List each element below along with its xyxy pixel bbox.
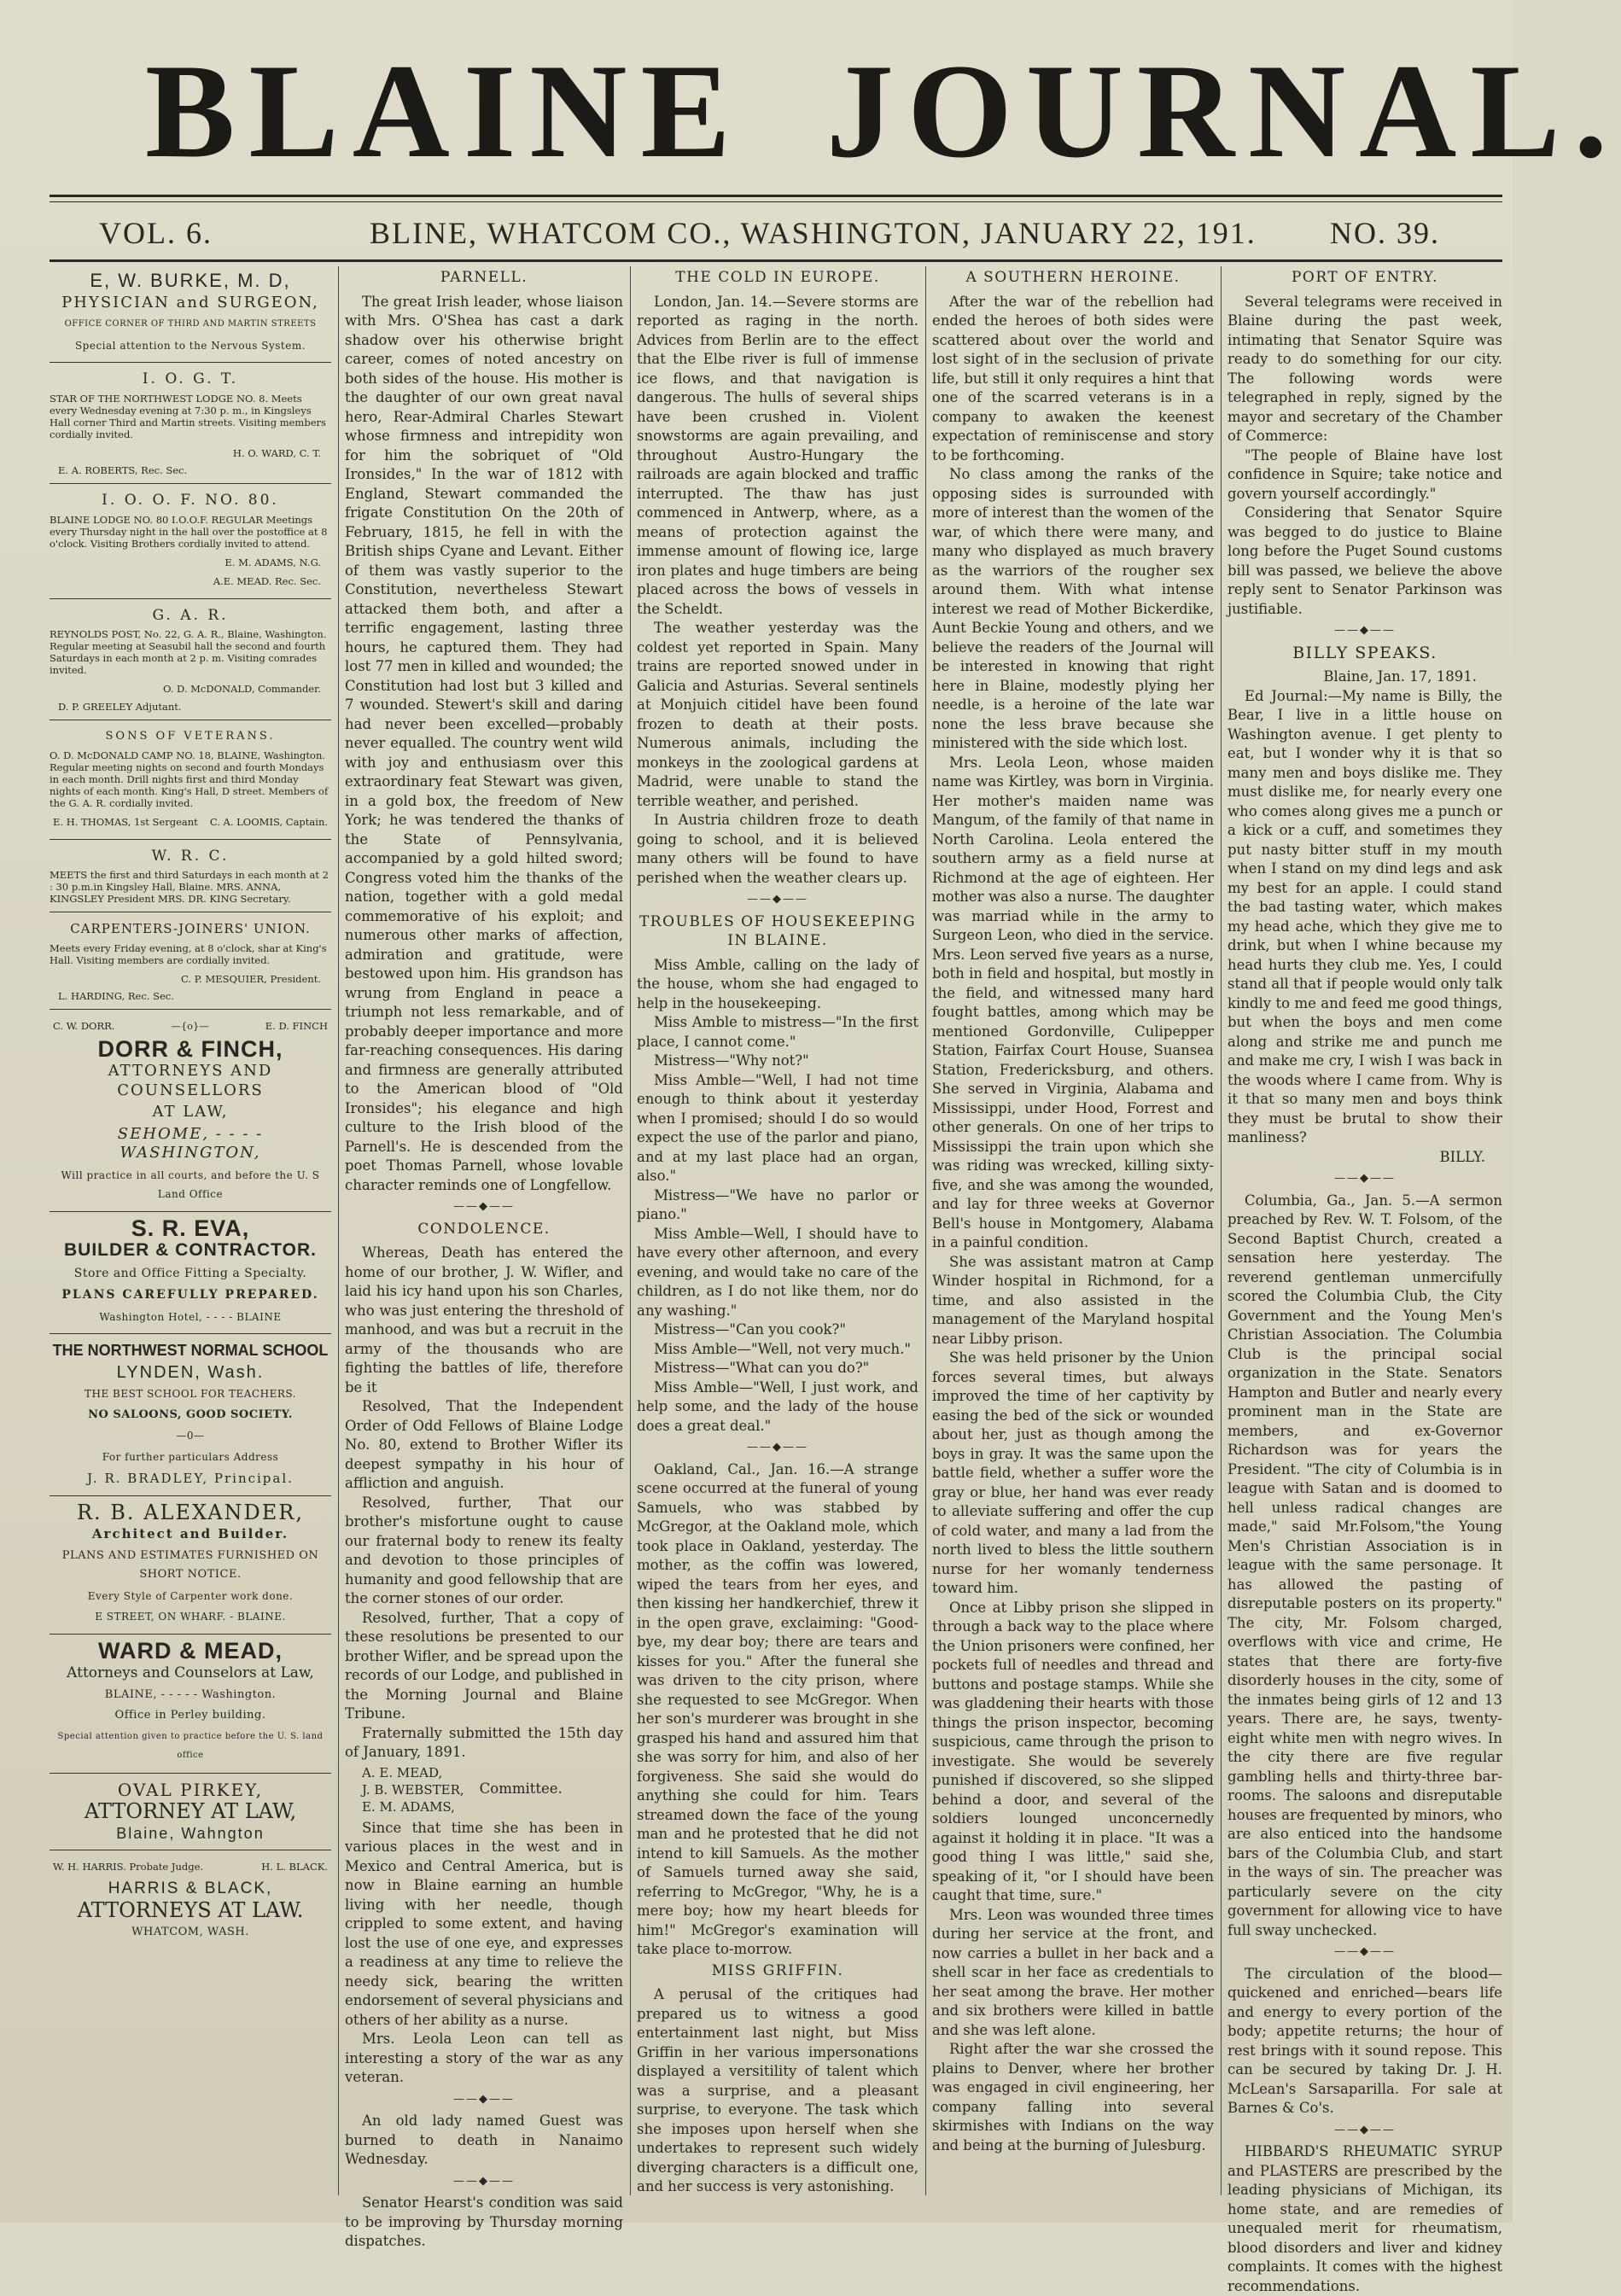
column-parnell (345, 266, 624, 2249)
housekeeping-p4: Miss Amble—"Well, I had not time enough to think about it yesterday when I promised; should I do so would expect the use of the parlor and piano, and at my last place had an organ, also." (637, 1071, 918, 1184)
cju-secretary: L. HARDING, Rec. Sec. (58, 990, 174, 1002)
leon-continued: Since that time she has been in various places in the west and in Mexico and Central America, but is now in Blaine earning an humble living with her needle, though crippled to some extent, and having lost the use of one eye, and expresses a readiness at any time to relieve the needy sick, bearing the written endorsement of several physicians and others of her ability as a nurse. (345, 1819, 623, 2028)
ad-alexander (50, 1500, 331, 1635)
column-europe (637, 266, 918, 2195)
ornament-rule: ——◆—— (453, 1200, 515, 1213)
signature: J. B. WEBSTER, (362, 1781, 464, 1798)
parnell-heading: PARNELL. (440, 269, 528, 286)
harris-black-title: ATTORNEYS AT LAW. (77, 1898, 304, 1922)
ad-pirkey (50, 1780, 331, 1851)
heroine-p7: Mrs. Leon was wounded three times during her service at the front, and now carries a bullet in her back and a shell scar in her face as credentials to her seat among the brave. Her mother and six brothers were killed in battle and she was left alone. (932, 1906, 1214, 2038)
nns-principal: J. R. BRADLEY, Principal. (87, 1471, 294, 1486)
signature: A. E. MEAD, (362, 1764, 443, 1780)
housekeeping-p6: Miss Amble—Well, I should have to have every other afternoon, and every evening, and would take no care of the children, as I do not like them, nor do any washing." (637, 1225, 918, 1319)
burke-title: PHYSICIAN and SURGEON, (61, 293, 319, 312)
ad-dorr-finch (50, 1035, 331, 1212)
condolence-p5: Fraternally submitted the 15th day of January, 1891. (345, 1724, 623, 1760)
iogt-secretary: E. A. ROBERTS, Rec. Sec. (58, 464, 188, 476)
nns-further: For further particulars Address (102, 1450, 279, 1463)
divider (50, 1773, 331, 1774)
divider (50, 598, 331, 599)
housekeeping-p8: Miss Amble—"Well, not very much." (654, 1340, 911, 1357)
column-separator (925, 266, 926, 2195)
iogt-signature: H. O. WARD, C. T. (232, 446, 321, 459)
heroine-p1: After the war of the rebellion had ended the heroes of both sides were scattered about over the world and lost sight of in the seclusion of private life, but still it only requires a hint that one of the scarred veterans is in a company to awaken the keenest expectation of reminiscense and story to be forthcoming. (932, 293, 1214, 463)
eva-line: Store and Office Fitting a Specialty. (73, 1266, 307, 1280)
heroine-p5: She was held prisoner by the Union forces several times, but always improved the time of her captivity by easing the bed of the sick or wounded about her, just as though among the boys in gray. It was the same upon the battle field, whether a suffer wore the gray or blue, her hand was ever ready to alleviate suffering and offer the cup of cold water, and many a lad from the north lived to bless the little southern nurse for her womanly tenderness toward him. (932, 1349, 1214, 1596)
nns-title: THE NORTHWEST NORMAL SCHOOL (52, 1342, 329, 1359)
ornament: —{o}— (171, 1020, 209, 1032)
nanaimo-item: An old lady named Guest was burned to death in Nanaimo Wednesday. (345, 2112, 623, 2167)
columbia-item: Columbia, Ga., Jan. 5.—A sermon preached by Rev. W. T. Folsom, of the Second Baptist Church, created a sensation here yesterday. The reverend gentleman unmercifully scored the Columbia Club, the City Government and the Young Men's Christian Association. The Columbia Club is the principal social organization in the State. Senators Hampton and Butler and nearly every prominent man in the State are members, and ex-Governor Richardson was for years the President. "The city of Columbia is in league with Satan and is doomed to hell unless radical changes are made," said Mr.Folsom,"the Young Men's Christian Association is in league with the same personage. It has allowed the pasting of disreputable posters on its property." The city, Mr. Folsom charged, overflows with vice and crime, He states that there are forty-five disorderly houses in the city, some of the inmates being girls of 12 and 13 years. There are, he says, twenty-eight white men with negro wives. In the city there are five regular gambling hells and thirty-three bar-rooms. The saloons and disreputable houses are frequented by minors, who are also enticed into the handsome bars of the Columbia Club, and start in the ways of sin. The preacher was particularly severe on the city government for allowing vice to have full sway unchecked. (1227, 1192, 1502, 1938)
black-name: H. L. BLACK. (261, 1861, 328, 1873)
masthead-rule (50, 195, 1502, 197)
ward-mead-office: Office in Perley building. (114, 1709, 266, 1722)
cju-president: C. P. MESQUIER, President. (181, 972, 321, 985)
column-separator (630, 266, 631, 2195)
ornament-rule: ——◆—— (747, 1441, 808, 1454)
alexander-every: Every Style of Carpenter work done. (87, 1589, 294, 1602)
ad-harris-black (50, 1879, 331, 1943)
dorr-finch-firm: DORR & FINCH, (97, 1035, 283, 1062)
heroine-p4: She was assistant matron at Camp Winder hospital in Richmond, for a time, and also assisted in the management of the Maryland hospital near Libby prison. (932, 1253, 1214, 1347)
eva-name: S. R. EVA, (131, 1215, 250, 1241)
committee-names (362, 1764, 464, 1815)
divider (50, 839, 331, 840)
nns-no-saloons: NO SALOONS, GOOD SOCIETY. (88, 1407, 293, 1421)
harris-black-names (53, 1857, 328, 1877)
wrc-text: MEETS the first and third Saturdays in each month at 2 : 30 p.m.in Kingsley Hall, Blaine. MRS. ANNA, KINGSLEY President MRS. DR. KING Secretary. (50, 869, 329, 905)
columns (50, 266, 1502, 2294)
eva-plans: PLANS CAREFULLY PREPARED. (61, 1288, 319, 1302)
column-separator (1221, 266, 1222, 2195)
divider (50, 1211, 331, 1212)
housekeeping-p5: Mistress—"We have no parlor or piano." (637, 1186, 918, 1222)
ad-ward-mead (50, 1637, 331, 1774)
burke-special: Special attention to the Nervous System. (74, 339, 306, 352)
cju-text: Meets every Friday evening, at 8 o'clock, shar at King's Hall. Visiting members are cordially invited. (50, 941, 327, 966)
pirkey-place: Blaine, Wahngton (116, 1824, 265, 1842)
europe-p2: The weather yesterday was the coldest yet reported in Spain. Many trains are reported snowed under in Galicia and Asturias. Several sentinels at Monjuich citidel have been found frozen to death at their posts. Numerous animals, including the monkeys in the zoological gardens at Madrid, were unable to stand the terrible weather, and perished. (637, 620, 918, 809)
sov-signatures (53, 813, 328, 832)
europe-p3: In Austria children froze to death going to school, and it is believed many others will be found to have perished when the weather clears up. (637, 812, 918, 886)
column-heroine (932, 266, 1214, 2195)
harris-black-firm: HARRIS & BLACK, (108, 1879, 273, 1897)
billy-letter: Ed Journal:—My name is Billy, the Bear, I live in a little house on Washington avenue. I get plenty to eat, but I wonder why it is that so many men and boys dislike me. They must dislike me, for nearly every one who comes along gives me a punch or a kick or a cuff, and sometimes they put nasty bitter stuff in my mouth when I stand on my dind legs and ask my best for an apple. I could stand the bad tasting water, which makes my head ache, which they give me to drink, but when I whine because my head hurts they club me. Yes, I could stand all that if people would only talk kindly to me and feed me good things, but when the boys and men come along and strike me and punch me and make me cry, I wish I was back in the woods where I came from. Why is it that so many men and boys think they must be brutal to show their manliness? (1227, 687, 1502, 1145)
dateline (50, 208, 1502, 259)
gar-signature: O. D. McDONALD, Commander. (162, 683, 321, 695)
leon-story: Mrs. Leola Leon can tell as interesting a story of the war as any veteran. (345, 2031, 623, 2085)
sov-captain: C. A. LOOMIS, Captain. (209, 816, 328, 828)
griffin-heading: MISS GRIFFIN. (711, 1961, 844, 1979)
divider (50, 1495, 331, 1496)
finch-name: E. D. FINCH (265, 1020, 328, 1032)
heroine-p6: Once at Libby prison she slipped in through a back way to the place where the Union prisoners were confined, her pockets full of needles and thread and buttons and postage stamps. While she was gladdening their hearts with those things the prison inspector, becoming suspicious, came through the prison to investigate. She would be severely punished if discovered, so she slipped behind a door, and several of the soldiers lounged unconcernedly against it holding it in place. "It was a good thing I was little," said she, speaking of it, "or I should have been caught that time, sure." (932, 1599, 1214, 1903)
billy-signature: BILLY. (1439, 1148, 1485, 1165)
ad-eva (50, 1215, 331, 1335)
port-heading: PORT OF ENTRY. (1291, 269, 1439, 286)
ioof-secretary: A.E. MEAD. Rec. Sec. (213, 575, 321, 587)
dorr-finch-practice: Will practice in all courts, and before the U. S Land Office (61, 1168, 320, 1200)
divider (50, 483, 331, 484)
alexander-name: R. B. ALEXANDER, (76, 1500, 305, 1524)
ioof-signature: E. M. ADAMS, N.G. (224, 556, 321, 568)
ward-mead-firm: WARD & MEAD, (98, 1637, 283, 1664)
cju-heading: CARPENTERS-JOINERS' UNION. (70, 921, 311, 936)
ornament-rule: ——◆—— (1334, 2123, 1396, 2136)
committee-signatures (362, 1764, 623, 1815)
sarsaparilla-ad: The circulation of the blood—quickened and enriched—bears life and energy to every portion of the body; appetite returns; the hour of rest brings with it sound repose. This can be secured by taking Dr. J. H. McLean's Sarsaparilla. For sale at Barnes & Co's. (1227, 1965, 1502, 2116)
volume: VOL. 6. (99, 216, 213, 250)
sov-heading: SONS OF VETERANS. (105, 729, 276, 743)
condolence-p4: Resolved, further, That a copy of these resolutions be presented to our brother Wifler, and be spread upon the records of our Lodge, and published in the Morning Journal and Blaine Tribune. (345, 1609, 624, 1722)
ornament-rule: ——◆—— (453, 2092, 515, 2106)
harris-black-place: WHATCOM, WASH. (131, 1925, 249, 1938)
gar-text: REYNOLDS POST, No. 22, G. A. R., Blaine, Washington. Regular meeting at Seasubil hall the second and fourth Saturdays in each month at 2 p. m. Visiting comrades invited. (50, 628, 327, 676)
nns-place: LYNDEN, Wash. (116, 1362, 265, 1382)
dorr-name: C. W. DORR. (53, 1020, 115, 1032)
alexander-address: E STREET, ON WHARF. - BLAINE. (95, 1611, 286, 1623)
hearst-item: Senator Hearst's condition was said to be improving by Thursday morning dispatches. (345, 2194, 623, 2249)
ioof-heading: I. O. O. F. NO. 80. (102, 492, 279, 509)
housekeeping-heading: TROUBLES OF HOUSEKEEPING IN BLAINE. (638, 912, 917, 949)
ward-mead-title: Attorneys and Counselors at Law, (67, 1664, 314, 1681)
masthead-title-left: BLAINE (145, 37, 744, 186)
masthead-title-right: JOURNAL. (826, 37, 1621, 186)
iogt-heading: I. O. G. T. (142, 370, 239, 388)
nns-best: THE BEST SCHOOL FOR TEACHERS. (85, 1388, 296, 1400)
signature: E. M. ADAMS, (362, 1798, 455, 1815)
iogt-text: STAR OF THE NORTHWEST LODGE NO. 8. Meets every Wednesday evening at 7:30 p. m., in Kingsleys Hall corner Third and Martin streets. Visiting members cordially invited. (50, 392, 326, 440)
ornament-rule: ——◆—— (747, 893, 808, 906)
port-p1: Several telegrams were received in Blaine during the past week, intimating that Senator Squire was ready to do something for our city. The following words were telegraphed in reply, signed by the mayor and secretary of the Chamber of Commerce: (1227, 293, 1502, 444)
ward-mead-special: Special attention given to practice before the U. S. land office (57, 1731, 324, 1760)
column-port (1227, 266, 1502, 2294)
ornament: —0— (176, 1430, 205, 1442)
dorr-finch-names (53, 1017, 328, 1036)
issue-number: NO. 39. (1330, 216, 1440, 250)
dorr-finch-place: SEHOME, - - - - WASHINGTON, (117, 1124, 264, 1162)
divider (50, 1333, 331, 1334)
eva-address: Washington Hotel, - - - - BLAINE (99, 1310, 282, 1323)
ioof-text: BLAINE LODGE NO. 80 I.O.O.F. REGULAR Meetings every Thursday night in the hall over the postoffice at 8 o'clock. Visiting Brothers cordially invited to attend. (50, 513, 328, 550)
ornament-rule: ——◆—— (1334, 1945, 1396, 1958)
gar-adjutant: D. P. GREELEY Adjutant. (58, 700, 182, 713)
ad-burke (50, 271, 331, 363)
burke-office: OFFICE CORNER OF THIRD AND MARTIN STREETS (64, 319, 317, 329)
europe-heading: THE COLD IN EUROPE. (675, 269, 880, 286)
condolence-p3: Resolved, further, That our brother's misfortune ought to cause our fraternal body to renew its fealty and devotion to those principles of humanity and good fellowship that are the corner stones of our order. (345, 1494, 623, 1606)
port-p3: Considering that Senator Squire was begged to do justice to Blaine long before the Puget Sound customs bill was passed, we believe the above reply sent to Senator Parkinson was justifiable. (1227, 504, 1502, 617)
gar-heading: G. A. R. (152, 606, 229, 624)
place-date: BLINE, WHATCOM CO., WASHINGTON, JANUARY 22, 191. (370, 216, 1257, 250)
ad-normal-school (50, 1341, 331, 1496)
alexander-title: Architect and Builder. (91, 1526, 289, 1541)
dorr-finch-line2: AT LAW, (152, 1103, 229, 1121)
heroine-heading: A SOUTHERN HEROINE. (965, 269, 1181, 286)
housekeeping-p10: Miss Amble—"Well, I just work, and help some, and the lady of the house does a great deal." (637, 1378, 918, 1434)
pirkey-title: ATTORNEY AT LAW, (84, 1799, 297, 1823)
ornament-rule: ——◆—— (1334, 624, 1396, 637)
oakland-item: Oakland, Cal., Jan. 16.—A strange scene occurred at the funeral of young Samuels, who was stabbed by McGregor, at the Oakland mole, which took place in Oakland, yesterday. The mother, as the coffin was lowered, wiped the tears from her eyes, and then kissing her handkerchief, threw it in the open grave, exclaiming: "Good-bye, my dear boy; there are tears and kisses for you." After the funeral she was driven to the city prison, where she requested to see McGregor. When her son's murderer was brought in she grasped his hand and assured him that she was sorry for him, and also of her forgiveness. She said she would do anything she could for him. Tears streamed down the face of the young man and he protested that he did not intend to kill Samuels. As the mother of Samuels turned away she said, referring to McGregor, "Why, he is a mere boy; how my heart bleeds for him!" McGregor's examination will take place to-morrow. (637, 1460, 918, 1957)
dateline-rule (50, 259, 1502, 262)
heroine-p2: No class among the ranks of the opposing sides is surrounded with more of interest than the women of the war, of which there were many, and many who displayed as much bravery as the warriors of the rougher sex around them. With what intense interest we read of Mother Bickerdike, Aunt Beckie Young and others, and we believe the readers of the Journal will be interested in knowing that right here in Blaine, modestly plying her needle, is a heroine of the late war none the less brave because she ministered with the side which lost. (932, 466, 1214, 751)
sov-sergeant: E. H. THOMAS, 1st Sergeant (53, 816, 198, 828)
committee-label: Committee. (479, 1780, 563, 1798)
harris-name: W. H. HARRIS. Probate Judge. (53, 1861, 204, 1873)
billy-heading: BILLY SPEAKS. (1292, 643, 1437, 662)
divider (50, 362, 331, 363)
alexander-plans: PLANS AND ESTIMATES FURNISHED ON SHORT NOTICE. (61, 1548, 319, 1581)
column-separator (338, 266, 339, 2195)
hibbard-ad: HIBBARD'S RHEUMATIC SYRUP and PLASTERS are prescribed by the leading physicians of Michigan, its home state, and are remedies of unequaled merit for rheumatism, blood disorders and liver and kidney complaints. It comes with the highest recommendations. (1227, 2143, 1502, 2294)
condolence-p2: Resolved, That the Independent Order of Odd Fellows of Blaine Lodge No. 80, extend to Brother Wifler its deepest sympathy in his hour of affliction and anguish. (345, 1398, 623, 1491)
column-directory (50, 266, 331, 2195)
heroine-p3: Mrs. Leola Leon, whose maiden name was Kirtley, was born in Virginia. Her mother's maiden name was Mangum, of the family of that name in North Carolina. Leola entered the southern army as a field nurse at Richmond at the age of eighteen. Her mother was also a nurse. The daughter was marriad while in the army to Surgeon Leon, who died in the service. Mrs. Leon served five years as a nurse, both in field and hospital, but mostly in the field, and witnessed many hard fought battles, among which may be mentioned Gordonville, Culipepper Station, Fairfax Court House, Suansea Station, Fredericksburg, and others. She served in Virginia, Alabama and Mississippi, under Hood, Forrest and other generals. On one of her trips to Mississippi the train upon which she was riding was wrecked, killing sixty-five, and she was among the wounded, and lay for three weeks at Governor Bell's house in Montgomery, Alabama in a painful condition. (932, 754, 1214, 1250)
masthead-rule-thin (50, 201, 1502, 202)
housekeeping-p3: Mistress—"Why not?" (654, 1052, 809, 1069)
ornament-rule: ——◆—— (453, 2174, 515, 2188)
condolence-p1: Whereas, Death has entered the home of our brother, J. W. Wifler, and laid his icy hand upon his son Charles, who was just entering the threshold of manhood, and was but a recruit in the army of the thousands who are fighting the battles of life, therefore be it (345, 1244, 623, 1396)
condolence-heading: CONDOLENCE. (417, 1220, 551, 1238)
masthead (0, 26, 1621, 196)
divider (50, 1009, 331, 1010)
divider (50, 1634, 331, 1635)
housekeeping-p7: Mistress—"Can you cook?" (654, 1321, 846, 1337)
eva-title: BUILDER & CONTRACTOR. (64, 1240, 317, 1260)
ornament-rule: ——◆—— (1334, 1172, 1396, 1185)
parnell-text: The great Irish leader, whose liaison with Mrs. O'Shea has cast a dark shadow over his otherwise bright career, comes of noted ancestry on both sides of the house. His mother is the daughter of our own great naval hero, Rear-Admiral Charles Stewart whose firmness and intrepidity won for him the sobriquet of "Old Ironsides," In the war of 1812 with England, Stewart commanded the frigate Constitution On the 20th of February, 1815, he fell in with the British ships Cyane and Levant. Either of them was vastly superior to the Constitution, nevertheless Stewart attacked them both, and after a terrific engagement, lasting three hours, he captured them. They had lost 77 men in killed and wounded; the Constitution had lost but 3 killed and 7 wounded. Stewert's skill and daring had never been excelled—probably never equalled. The country went wild with joy and enthusiasm over this extraordinary feat Stewart was given, in a gold box, the freedom of New York; he was tendered the thanks of the State of Pennsylvania, accompanied by a gold hilted sword; Congress voted him the thanks of the nation, together with a gold medal commemorative of his exploit; and numerous other marks of affection, admiration and gratitude, were bestowed upon him. His grandson has wrung from England in peace a triumph not less remarkable, and of probably deeper importance and more far-reaching consequences. His daring and firmness are generally attributed to the American blood of "Old Ironsides"; his elegance and high culture to the Irish blood of the Parnell's. He is descended from the poet Thomas Parnell, whose lovable character reminds one of Longfellow. (345, 293, 623, 1193)
housekeeping-p1: Miss Amble, calling on the lady of the house, whom she had engaged to help in the housekeeping. (637, 956, 918, 1011)
housekeeping-p2: Miss Amble to mistress—"In the first place, I cannot come." (637, 1014, 918, 1050)
griffin-text: A perusal of the critiques had prepared us to witness a good entertainment last night, but Miss Griffin in her various impersonations displayed a versitility of talent which was a surprise, and a pleasant surprise, to everyone. The task which she imposes upon herself when she undertakes to represent such widely diverging characters is a difficult one, and her success is very astonishing. (637, 1986, 918, 2194)
europe-p1: London, Jan. 14.—Severe storms are reported as raging in the north. Advices from Berlin are to the effect that the Elbe river is full of immense ice flows, and that navigation is dangerous. The hulls of several ships have been crushed in. Violent snowstorms are again prevailing, and throughout Austro-Hungary the railroads are again blocked and traffic interrupted. The thaw has just commenced in Antwerp, where, as a means of protection against the immense amount of flowing ice, large iron plates and huge timbers are being placed across the bows of vessels in the Scheldt. (637, 293, 918, 617)
pirkey-name: OVAL PIRKEY, (117, 1779, 264, 1800)
billy-dateline: Blaine, Jan. 17, 1891. (1323, 668, 1477, 685)
heroine-p8: Right after the war she crossed the plains to Denver, where her brother was engaged in civil engineering, her company falling into several skirmishes with Indians on the way and being at the burning of Julesburg. (932, 2041, 1214, 2153)
port-p2: "The people of Blaine have lost confidence in Squire; take notice and govern yourself accordingly." (1227, 446, 1502, 502)
wrc-heading: W. R. C. (151, 847, 230, 865)
burke-name: E, W. BURKE, M. D, (90, 270, 291, 291)
housekeeping-p9: Mistress—"What can you do?" (654, 1360, 870, 1376)
sov-text: O. D. McDONALD CAMP NO. 18, BLAINE, Washington. Regular meeting nights on second and fourth Mondays in each month. Drill nights first and third Monday nights of each month. King's Hall, D street. Members of the G. A. R. cordially invited. (50, 749, 329, 809)
ward-mead-place: BLAINE, - - - - - Washington. (104, 1687, 277, 1701)
dorr-finch-line1: ATTORNEYS AND COUNSELLORS (108, 1062, 273, 1099)
